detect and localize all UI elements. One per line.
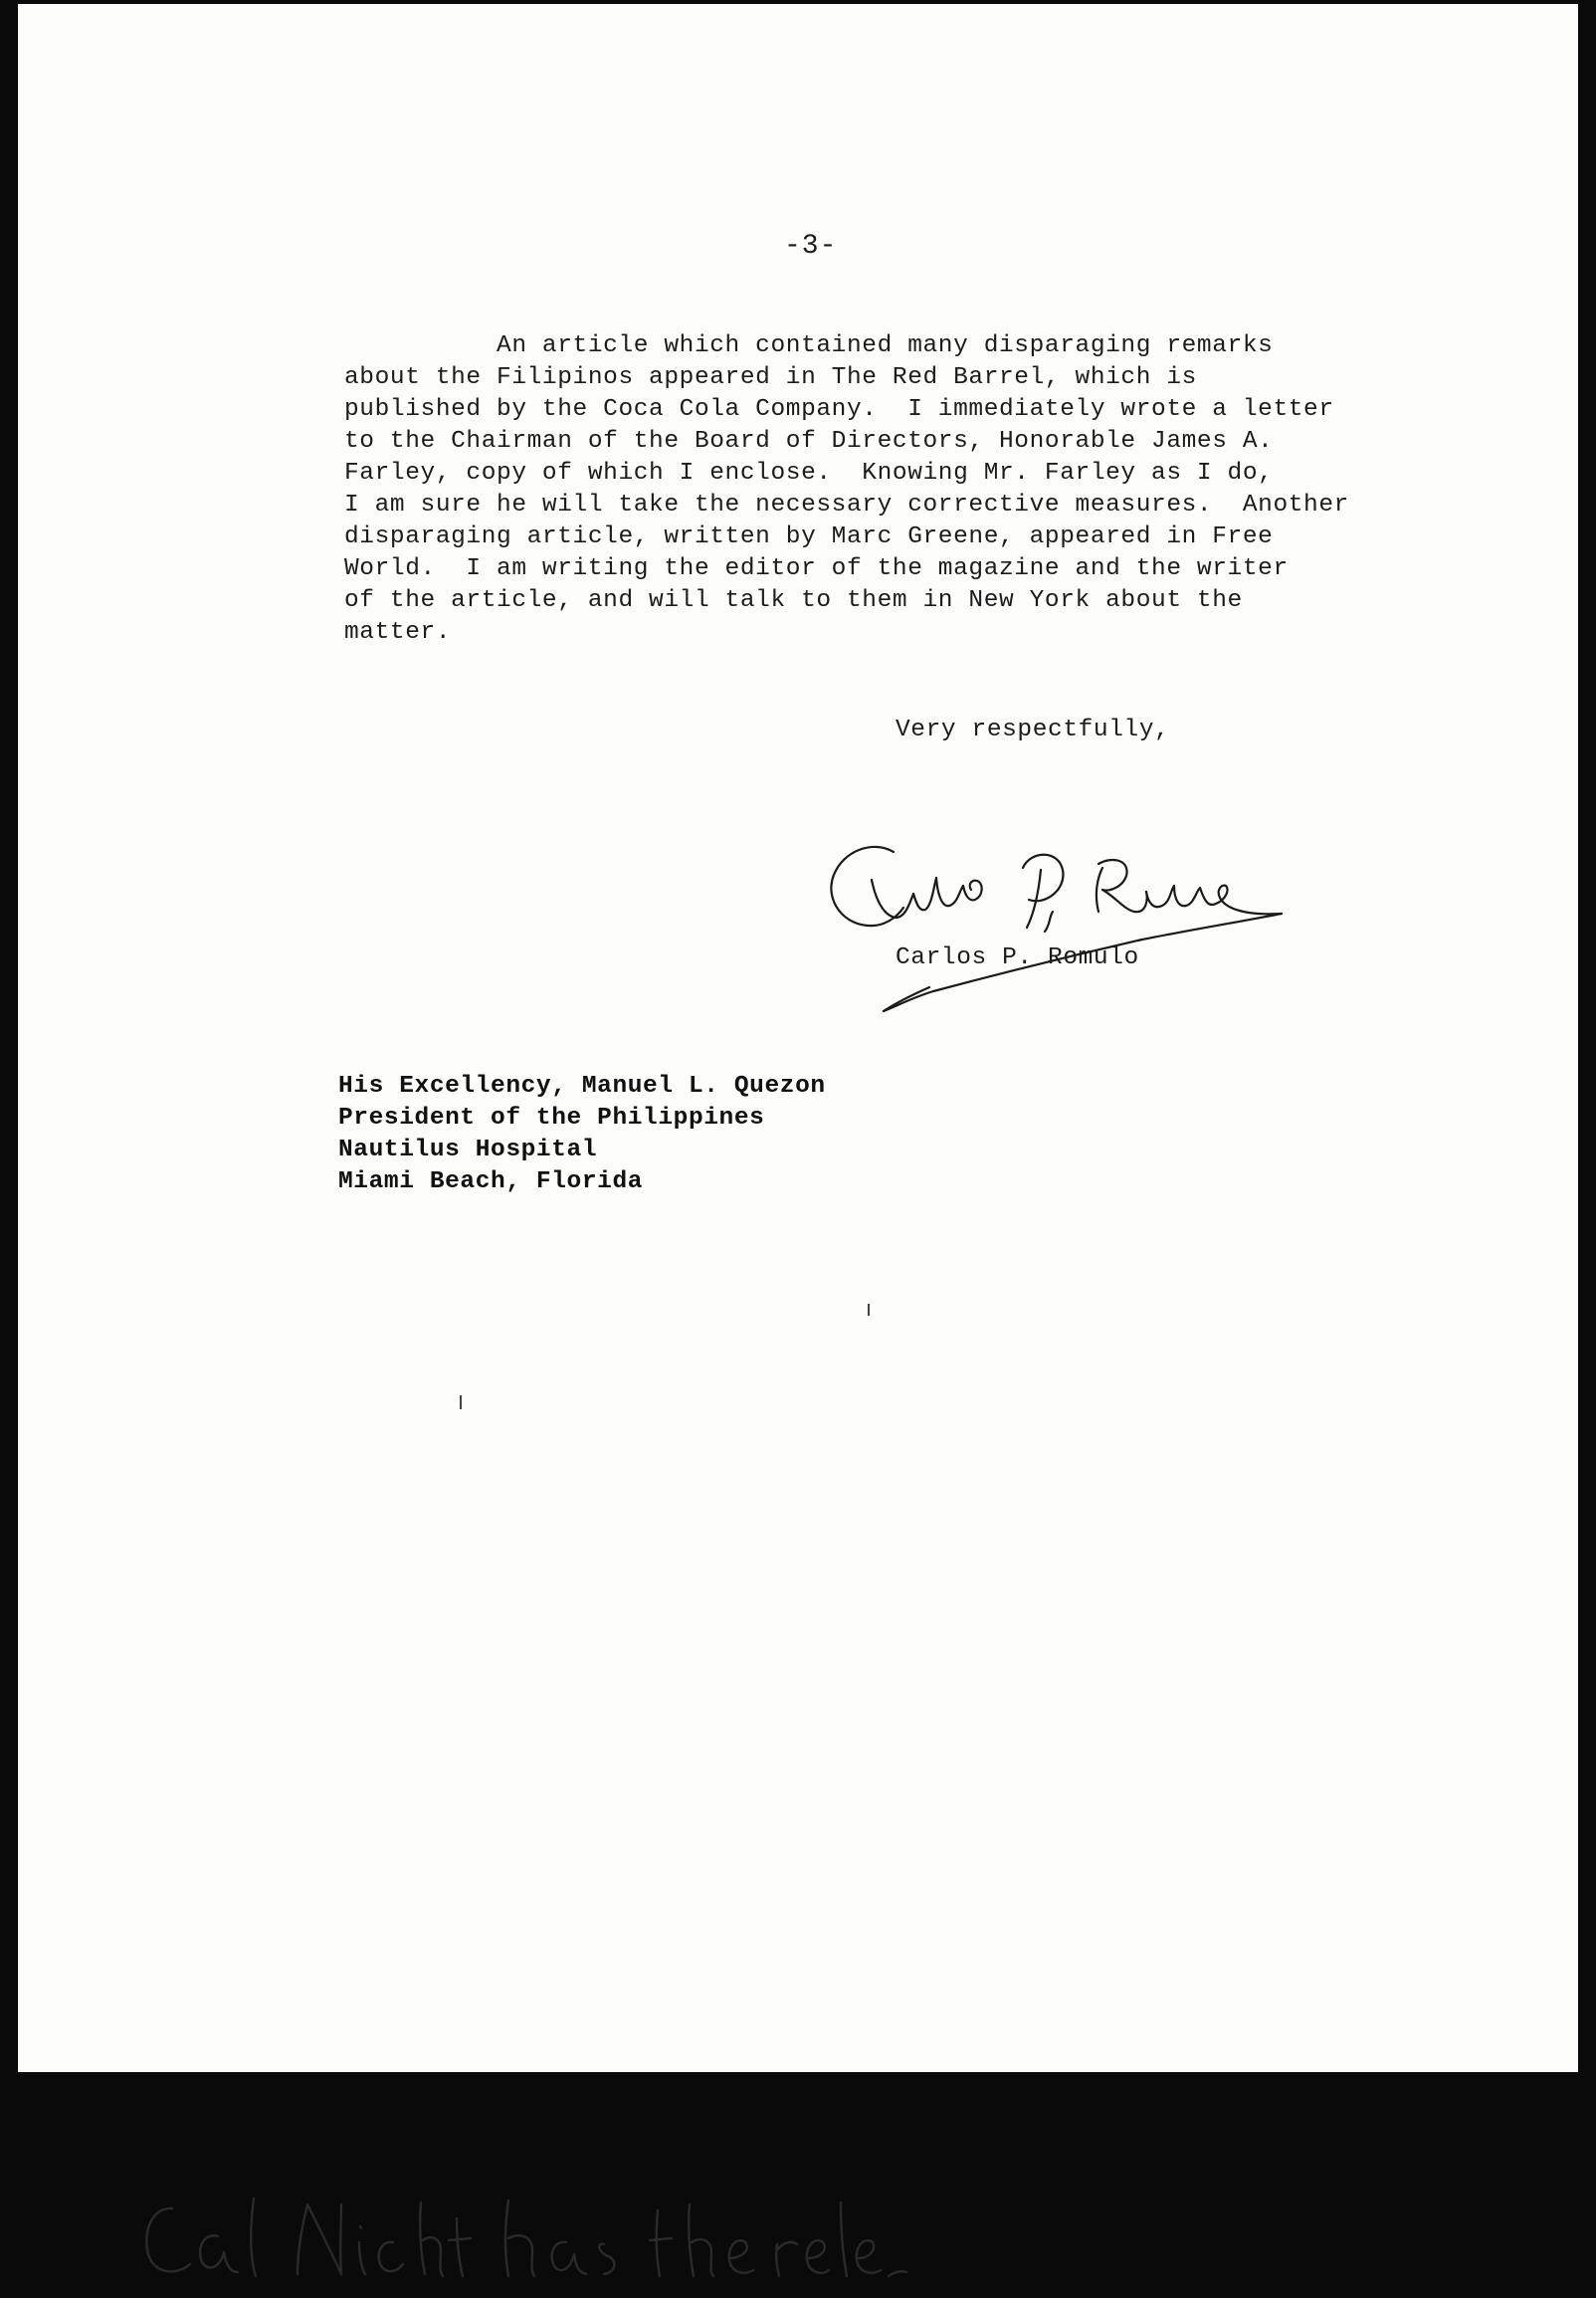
body-line: published by the Coca Cola Company. I immediately wrote a letter — [344, 396, 1334, 423]
letter-page — [18, 4, 1578, 2072]
addressee-line: Nautilus Hospital — [338, 1137, 598, 1163]
body-line: about the Filipinos appeared in The Red Barrel, which is — [344, 364, 1197, 391]
addressee-line: His Excellency, Manuel L. Quezon — [338, 1073, 826, 1100]
stray-mark — [868, 1304, 870, 1316]
body-line: An article which contained many disparaging remarks — [344, 332, 1274, 359]
handwritten-signature — [814, 820, 1311, 1059]
body-line: of the article, and will talk to them in New York about the — [344, 587, 1243, 614]
page-number: -3- — [784, 231, 838, 262]
body-line: I am sure he will take the necessary corrective measures. Another — [344, 492, 1349, 519]
handwritten-note — [132, 2189, 908, 2298]
addressee-line: Miami Beach, Florida — [338, 1168, 644, 1195]
signer-name: Carlos P. Romulo — [896, 944, 1139, 971]
body-line: disparaging article, written by Marc Greene, appeared in Free — [344, 523, 1274, 550]
closing: Very respectfully, — [896, 717, 1170, 743]
addressee-line: President of the Philippines — [338, 1105, 765, 1132]
body-line: Farley, copy of which I enclose. Knowing Mr. Farley as I do, — [344, 460, 1274, 487]
stray-mark — [460, 1395, 462, 1409]
body-line: to the Chairman of the Board of Directors, Honorable James A. — [344, 428, 1274, 455]
body-line: matter. — [344, 619, 452, 646]
body-line: World. I am writing the editor of the magazine and the writer — [344, 555, 1289, 582]
